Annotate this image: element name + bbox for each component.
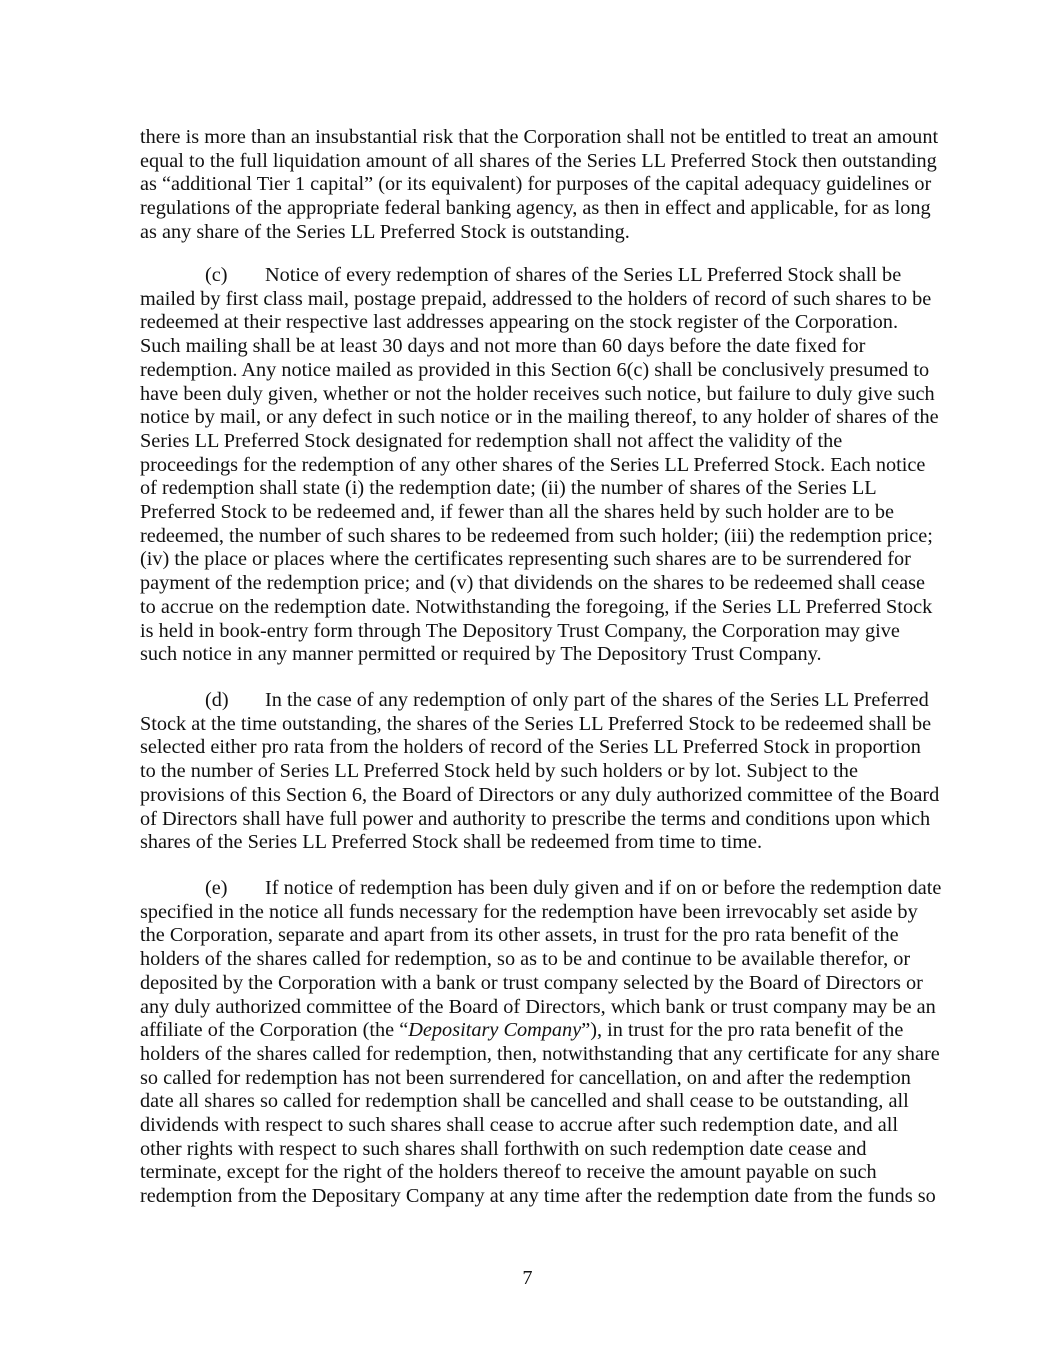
- line-text: to accrue on the redemption date. Notwithstanding the foregoing, if the Series LL Preferred Stock: [140, 595, 933, 618]
- line-text: redeemed at their respective last addresses appearing on the stock register of the Corporation.: [140, 311, 899, 334]
- line-text: holders of the shares called for redemption, then, notwithstanding that any certificate for any share: [140, 1042, 940, 1065]
- text-line: [140, 620, 940, 644]
- text-line: [140, 972, 940, 996]
- paragraph-c: [140, 264, 940, 667]
- line-text: any duly authorized committee of the Board of Directors, which bank or trust company may be an: [140, 995, 936, 1018]
- text-line: [140, 1114, 940, 1138]
- text-line: [140, 808, 940, 832]
- line-text: Series LL Preferred Stock designated for redemption shall not affect the validity of the: [140, 429, 843, 452]
- text-line: [140, 197, 940, 221]
- line-text: redeemed, the number of such shares to be redeemed from such holder; (iii) the redemption price;: [140, 524, 933, 547]
- paragraph-label: (d): [205, 689, 229, 711]
- text-line: [140, 548, 940, 572]
- line-text: to the number of Series LL Preferred Stock held by such holders or by lot. Subject to the: [140, 760, 858, 783]
- line-text: so called for redemption has not been surrendered for cancellation, on and after the redemption: [140, 1066, 911, 1089]
- text-line: [140, 1138, 940, 1162]
- paragraph-e: [140, 877, 940, 1209]
- text-line: [140, 454, 940, 478]
- text-line: [140, 477, 940, 501]
- text-line: [140, 1185, 940, 1209]
- text-line: [140, 430, 940, 454]
- defined-term: Depositary Company: [408, 1019, 582, 1042]
- text-line: [140, 264, 940, 288]
- text-line: [140, 1161, 940, 1185]
- paragraph-label: (e): [205, 877, 228, 899]
- text-line: [140, 383, 940, 407]
- line-text: have been duly given, whether or not the holder receives such notice, but failure to duly give such: [140, 382, 935, 405]
- text-line: [140, 831, 940, 855]
- line-text: redemption from the Depositary Company at any time after the redemption date from the funds so: [140, 1185, 936, 1208]
- line-text: there is more than an insubstantial risk that the Corporation shall not be entitled to treat an amount: [140, 126, 939, 148]
- line-text: of redemption shall state (i) the redemption date; (ii) the number of shares of the Series LL: [140, 477, 877, 500]
- text-line: [140, 948, 940, 972]
- text-line: [140, 126, 940, 150]
- line-text: specified in the notice all funds necessary for the redemption have been irrevocably set aside by: [140, 900, 918, 923]
- line-text: as “additional Tier 1 capital” (or its equivalent) for purposes of the capital adequacy guidelines or: [140, 173, 932, 196]
- line-text: payment of the redemption price; and (v) that dividends on the shares to be redeemed shall cease: [140, 572, 926, 595]
- text-line: [140, 784, 940, 808]
- line-text: as any share of the Series LL Preferred Stock is outstanding.: [140, 220, 630, 243]
- line-text: Notice of every redemption of shares of the Series LL Preferred Stock shall be: [265, 264, 902, 286]
- line-text: shares of the Series LL Preferred Stock shall be redeemed from time to time.: [140, 831, 763, 854]
- line-text: terminate, except for the right of the holders thereof to receive the amount payable on such: [140, 1161, 877, 1184]
- text-line: [140, 736, 940, 760]
- line-text: equal to the full liquidation amount of all shares of the Series LL Preferred Stock then outstanding: [140, 149, 937, 172]
- text-line: [140, 525, 940, 549]
- line-text: proceedings for the redemption of any other shares of the Series LL Preferred Stock. Each notice: [140, 453, 926, 476]
- line-text: provisions of this Section 6, the Board of Directors or any duly authorized committee of the Board: [140, 783, 940, 806]
- text-line: [140, 311, 940, 335]
- text-line: [140, 713, 940, 737]
- line-text: deposited by the Corporation with a bank or trust company selected by the Board of Directors or: [140, 971, 923, 994]
- line-text: dividends with respect to such shares shall cease to accrue after such redemption date, and all: [140, 1114, 899, 1137]
- line-text: Stock at the time outstanding, the shares of the Series LL Preferred Stock to be redeemed shall be: [140, 712, 932, 735]
- text-line: [140, 572, 940, 596]
- text-line: [140, 288, 940, 312]
- paragraph-continuation: [140, 126, 940, 245]
- line-text: If notice of redemption has been duly given and if on or before the redemption date: [265, 877, 942, 899]
- text-line: [140, 643, 940, 667]
- paragraph-d: [140, 689, 940, 855]
- text-line: [140, 1067, 940, 1091]
- line-text: the Corporation, separate and apart from its other assets, in trust for the pro rata benefit of the: [140, 924, 899, 947]
- text-line: [140, 1019, 940, 1043]
- paragraph-label: (c): [205, 264, 228, 286]
- text-segment: affiliate of the Corporation (the “: [140, 1019, 409, 1042]
- line-text: selected either pro rata from the holders of record of the Series LL Preferred Stock in proportion: [140, 736, 921, 759]
- line-text: such notice in any manner permitted or required by The Depository Trust Company.: [140, 643, 822, 666]
- text-line: [140, 760, 940, 784]
- text-line: [140, 150, 940, 174]
- line-text: notice by mail, or any defect in such notice or in the mailing thereof, to any holder of shares of the: [140, 406, 939, 429]
- text-line: [140, 173, 940, 197]
- text-line: [140, 689, 940, 713]
- text-line: [140, 924, 940, 948]
- line-text: regulations of the appropriate federal banking agency, as then in effect and applicable, for as long: [140, 197, 931, 220]
- line-text: other rights with respect to such shares shall forthwith on such redemption date cease and: [140, 1137, 867, 1160]
- text-line: [140, 901, 940, 925]
- line-text: (iv) the place or places where the certificates representing such shares are to be surrendered for: [140, 548, 911, 571]
- line-text: Preferred Stock to be redeemed and, if fewer than all the shares held by such holder are to be: [140, 501, 895, 524]
- text-line: [140, 359, 940, 383]
- text-line: [140, 221, 940, 245]
- text-line: [140, 1043, 940, 1067]
- line-text: In the case of any redemption of only part of the shares of the Series LL Preferred: [265, 689, 929, 711]
- text-line: [140, 406, 940, 430]
- text-line: [140, 501, 940, 525]
- text-segment: ”), in trust for the pro rata benefit of the: [581, 1019, 904, 1042]
- line-text: of Directors shall have full power and authority to prescribe the terms and conditions upon which: [140, 807, 931, 830]
- line-text: redemption. Any notice mailed as provided in this Section 6(c) shall be conclusively presumed to: [140, 358, 930, 381]
- line-text: mailed by first class mail, postage prepaid, addressed to the holders of record of such shares to be: [140, 287, 932, 310]
- line-text: date all shares so called for redemption shall be cancelled and shall cease to be outstanding, all: [140, 1090, 909, 1113]
- line-text: holders of the shares called for redemption, so as to be and continue to be available therefor, or: [140, 948, 911, 971]
- text-line: [140, 877, 940, 901]
- text-line: [140, 596, 940, 620]
- text-line: [140, 996, 940, 1020]
- text-line: [140, 335, 940, 359]
- page-number: 7: [522, 1267, 533, 1289]
- line-text: Such mailing shall be at least 30 days and not more than 60 days before the date fixed for: [140, 335, 866, 358]
- text-line: [140, 1090, 940, 1114]
- line-text: is held in book-entry form through The Depository Trust Company, the Corporation may give: [140, 619, 900, 642]
